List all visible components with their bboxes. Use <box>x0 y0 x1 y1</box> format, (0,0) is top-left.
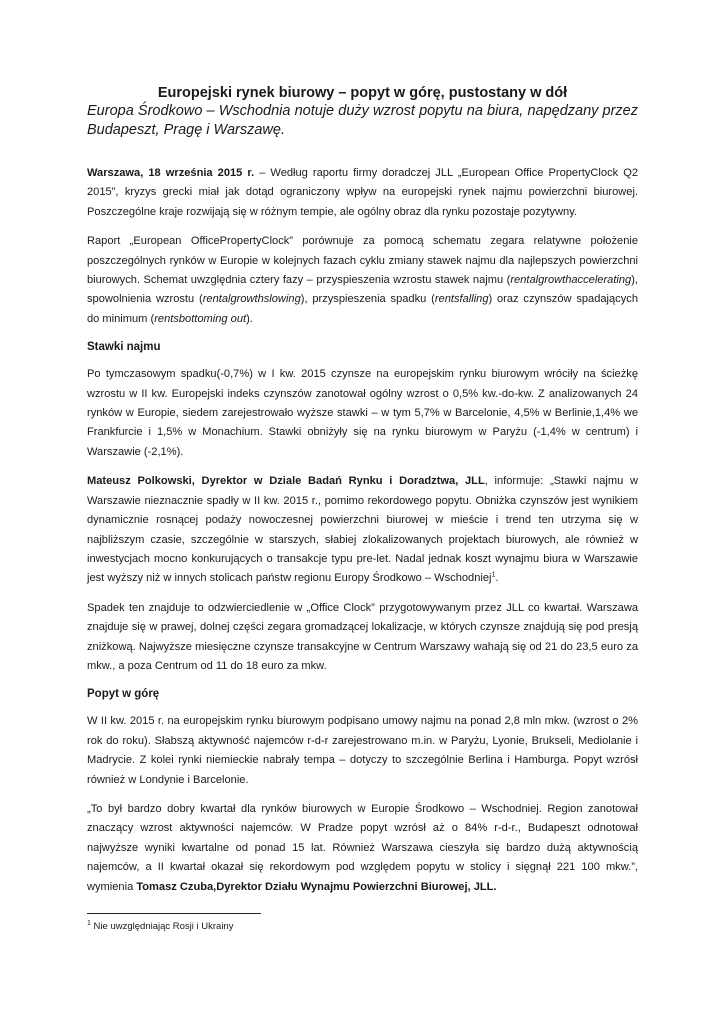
paragraph-rents: Po tymczasowym spadku(-0,7%) w I kw. 2015 czynsze na europejskim rynku biurowym wróciły na ścieżkę wzrostu w II kw. Europejski indeks czynszów zanotował ogólny wzrost o 0,5% kw.-do-kw. Z analizowanych 24 rynków w Europie, siedem zarejestrowało wyższe stawki – w tym 5,7% w Barcelonie, 4,5% w Berlinie,1,4% we Frankfurcie i 1,5% w Monachium. Stawki obniżyły się na rynku biurowym w Paryżu (-1,4% w centrum) i Warszawie (-2,1%). <box>87 368 638 458</box>
paragraph-demand: W II kw. 2015 r. na europejskim rynku biurowym podpisano umowy najmu na ponad 2,8 mln mkw. (wzrost o 2% rok do roku). Słabszą aktywność najemców r-d-r zarejestrowano m.in. w Paryżu, Lyonie, Brukseli, Mediolanie i Madrycie. Z kolei rynki niemieckie nabrały tempa – dotyczy to szczególnie Berlina i Hamburga. Popyt wzrósł również w Londynie i Barcelonie. <box>87 715 638 786</box>
speaker-czuba: Tomasz Czuba,Dyrektor Działu Wynajmu Powierzchni Biurowej, JLL. <box>136 880 497 893</box>
document-subtitle: Europa Środkowo – Wschodnia notuje duży wzrost popytu na biura, napędzany przez Budapeszt, Pragę i Warszawę. <box>87 103 638 138</box>
footnote <box>87 921 233 933</box>
term-rentalgrowthslowing: rentalgrowthslowing <box>202 293 301 306</box>
footnote-ref[interactable]: 1 <box>491 571 496 579</box>
footnote-separator <box>87 913 261 914</box>
paragraph-report: Raport „European OfficePropertyClock” porównuje za pomocą schematu zegara relatywne położenie poszczególnych rynków w Europie w kolejnych fazach cyklu zmiany stawek najmu dla najlepszych powierzchni biurowych. Schemat uwzględnia cztery fazy – przyspieszenia wzrostu stawek najmu (rentalgrowthaccelerating), spowolnienia wzrostu (rentalgrowthslowing), przyspieszenia spadku (rentsfalling) oraz czynszów spadających do minimum (rentsbottoming out). <box>87 235 638 325</box>
paragraph-quote-czuba: „To był bardzo dobry kwartał dla rynków biurowych w Europie Środkowo – Wschodniej. Region zanotował znaczący wzrost aktywności najemców. W Pradze popyt wzrósł aż o 84% r-d-r., Budapeszt odnotował najwyższe wyniki kwartalne od ponad 15 lat. Również Warszawa cieszyła się bardzo dużą aktywnością najemców, a II kwartał okazał się rekordowym pod względem popytu w stolicy i sięgnął 221 100 mkw.”, wymienia Tomasz Czuba,Dyrektor Działu Wynajmu Powierzchni Biurowej, JLL. <box>87 802 638 893</box>
dateline: Warszawa, 18 września 2015 r. <box>87 167 255 179</box>
term-rentsbottoming-out: rentsbottoming out <box>154 312 247 325</box>
speaker-polkowski: Mateusz Polkowski, Dyrektor w Dziale Badań Rynku i Doradztwa, JLL <box>87 475 485 488</box>
paragraph-office-clock: Spadek ten znajduje to odzwierciedlenie w „Office Clock” przygotowywanym przez JLL co kwartał. Warszawa znajduje się w prawej, dolnej części zegara gromadzącej lokalizacje, w których czynsze znajdują się pod presją zniżkową. Najwyższe miesięczne czynsze transakcyjne w Centrum Warszawy wahają się od 21 do 23,5 euro za mkw., a poza Centrum od 11 do 18 euro za mkw. <box>87 601 638 672</box>
paragraph-quote-polkowski: Mateusz Polkowski, Dyrektor w Dziale Badań Rynku i Doradztwa, JLL, informuje: „Stawki najmu w Warszawie nieznacznie spadły w II kw. 2015 r., pomimo rekordowego popytu. Obniżka czynszów jest wynikiem dynamicznie rosnącej podaży nowoczesnej powierzchni biurowej w mieście i trend ten utrzyma się w najbliższym czasie, szczególnie w starszych, słabiej zlokalizowanych projektach biurowych, ale również w inwestycjach mocno konkurujących o transakcje typu pre-let. Nadal jednak koszt wynajmu biura w Warszawie jest wyższy niż w innych stolicach państw regionu Europy Środkowo – Wschodniej$^1$. <box>87 475 638 585</box>
footnote-text: Nie uwzględniając Rosji i Ukrainy <box>90 921 234 932</box>
section-heading-rents: Stawki najmu <box>87 341 161 354</box>
document-body <box>87 84 638 907</box>
section-heading-demand: Popyt w górę <box>87 688 160 701</box>
footnote-number: 1 <box>87 919 91 927</box>
paragraph-intro: Warszawa, 18 września 2015 r. – Według raportu firmy doradczej JLL „European Office PropertyClock Q2 2015”, kryzys grecki miał jak dotąd ograniczony wpływ na europejski rynek najmu powierzchni biurowej. Poszczególne kraje rozwijają się w różnym tempie, ale ogólny obraz dla rynku pozostaje pozytywny. <box>87 167 639 218</box>
document-title: Europejski rynek biurowy – popyt w górę, pustostany w dół <box>157 85 568 101</box>
term-rentsfalling: rentsfalling <box>434 293 489 306</box>
term-rentalgrowthaccelerating: rentalgrowthaccelerating <box>510 274 632 287</box>
